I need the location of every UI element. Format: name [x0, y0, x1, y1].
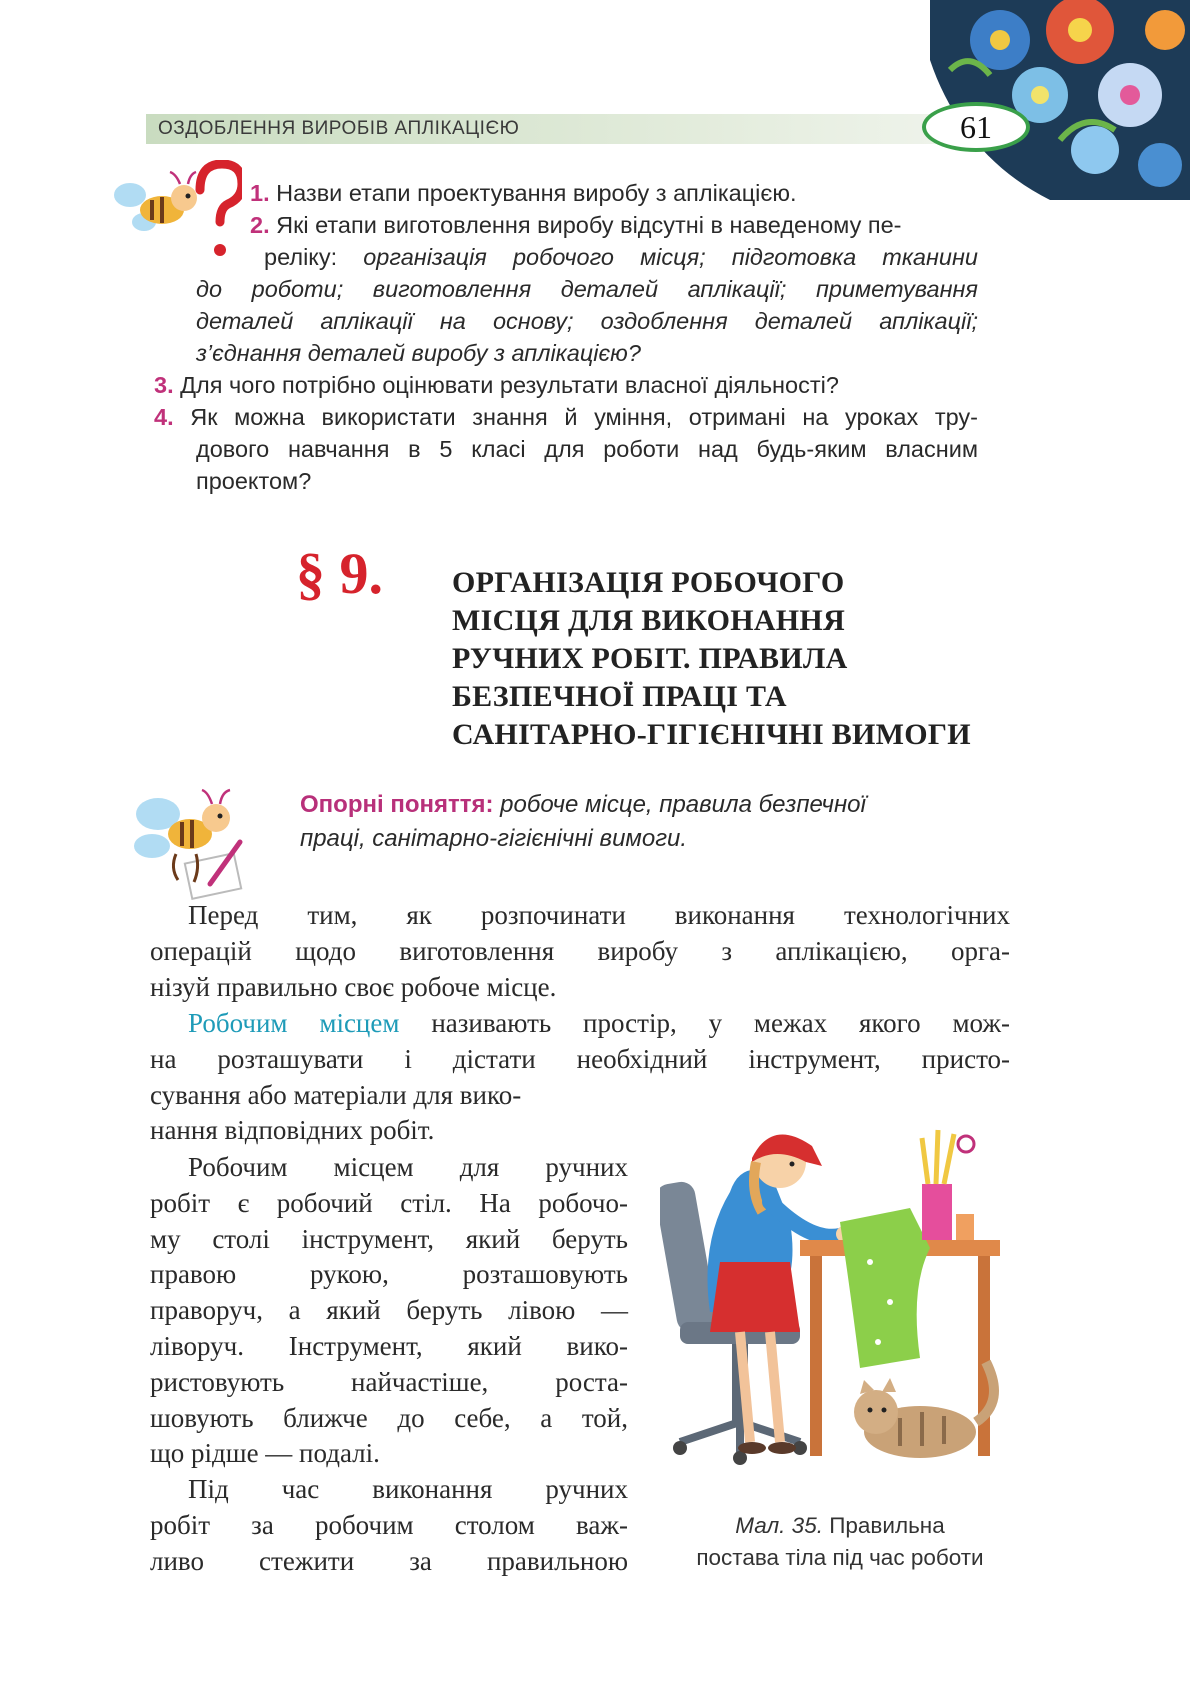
running-header: ОЗДОБЛЕННЯ ВИРОБІВ АПЛІКАЦІЄЮ [158, 118, 520, 139]
term-workplace: Робочим місцем [188, 1008, 400, 1038]
bee-writing-icon [130, 784, 270, 904]
bee-question-icon [112, 160, 242, 260]
question-2-line3: до роботи; виготовлення деталей аплікації; приметування [196, 276, 978, 302]
section-title: ОРГАНІЗАЦІЯ РОБОЧОГО МІСЦЯ ДЛЯ ВИКОНАННЯ РУЧНИХ РОБІТ. ПРАВИЛА БЕЗПЕЧНОЇ ПРАЦІ ТА САНІТАРНО-ГІГІЄНІЧНІ ВИМОГИ [452, 566, 971, 751]
question-2-line2: реліку: організація робочого місця; підготовка тканини [264, 244, 978, 270]
key-concepts [300, 788, 1020, 856]
paragraph-2: Робочим місцем називають простір, у межах якого мож- на розташувати і дістати необхідний інструмент, присто- сування або матеріали для вико- нання відповідних робіт. [150, 1008, 1011, 1146]
paragraph-1: Перед тим, як розпочинати виконання технологічних операцій щодо виготовлення виробу з аплікацією, орга- нізуй правильно своє робоче місце. [150, 900, 1010, 1002]
section-number: § 9. [296, 541, 383, 606]
question-2-line1: 2. Які етапи виготовлення виробу відсутні в наведеному пе- [250, 212, 902, 238]
girl-at-worktable-illustration [660, 1122, 1020, 1502]
question-4-line2: дового навчання в 5 класі для роботи над будь-яким власним [196, 436, 978, 462]
paragraph-4: Під час виконання ручних робіт за робочим столом важ- ливо стежити за правильною [150, 1474, 628, 1576]
page-number: 61 [960, 108, 992, 145]
figure-caption: Мал. 35. Правильна постава тіла під час роботи [696, 1513, 984, 1570]
key-concepts-line1: робоче місце, правила безпечної [500, 791, 866, 818]
page-number-badge [922, 102, 1030, 152]
question-2-line5: з’єднання деталей виробу з аплікацією? [196, 340, 641, 366]
paragraph-3: Робочим місцем для ручних робіт є робочий стіл. На робочо- му столі інструмент, який беруть правою рукою, розташовують праворуч, а який беруть лівою — ліворуч. Інструмент, який вико- ристовують найчастіше, роста- шовують ближче до себе, а той, що рідше — подалі. [150, 1152, 628, 1469]
flower-decoration [930, 0, 1190, 200]
figure-label: Мал. 35. [735, 1513, 823, 1538]
question-4-line1: 4. Як можна використати знання й уміння, отримані на уроках тру- [154, 404, 978, 430]
question-1: 1. Назви етапи проектування виробу з аплікацією. [250, 180, 797, 206]
question-2-line4: деталей аплікації на основу; оздоблення деталей аплікації; [196, 308, 978, 334]
key-concepts-line2: праці, санітарно-гігієнічні вимоги. [300, 825, 688, 852]
question-4-line3: проектом? [196, 468, 312, 494]
question-3: 3. Для чого потрібно оцінювати результати власної діяльності? [154, 372, 839, 398]
key-concepts-label: Опорні поняття: [300, 791, 494, 818]
